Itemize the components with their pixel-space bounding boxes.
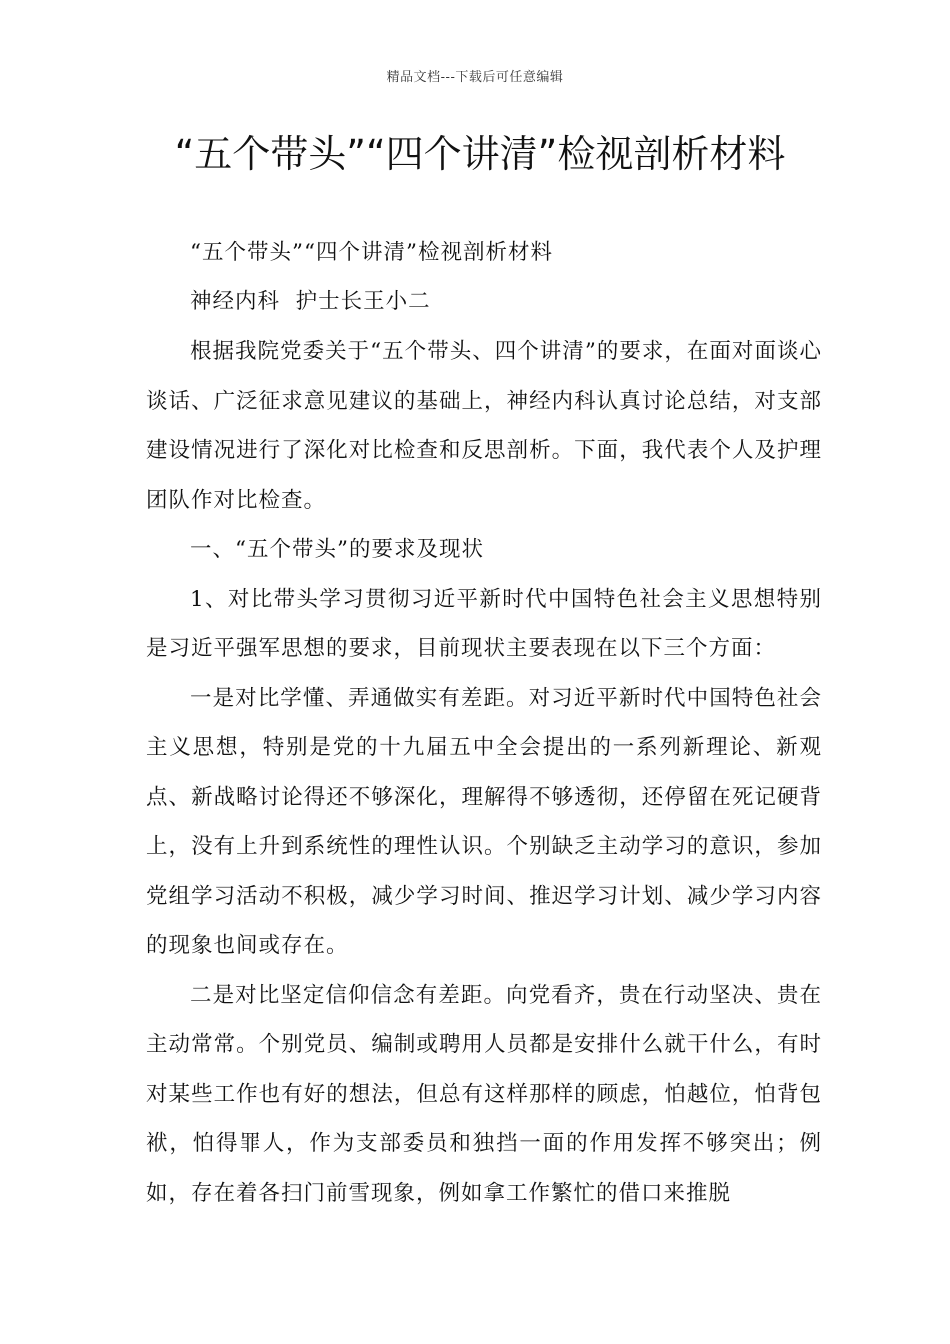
document-subtitle (146, 228, 822, 278)
document-title: “五个带头”“四个讲清”检视剖析材料 (174, 132, 786, 176)
subtitle-text: “五个带头”“四个讲清”检视剖析材料 (190, 240, 553, 265)
header-note: 精品文档---下载后可任意编辑 (386, 70, 564, 85)
paragraph-item-1: 1、对比带头学习贯彻习近平新时代中国特色社会主义思想特别是习近平强军思想的要求，目前现状主要表现在以下三个方面： (146, 586, 822, 661)
author-text: 神经内科 护士长王小二 (190, 289, 431, 314)
section-heading: 一、“五个带头”的要求及现状 (190, 537, 484, 562)
paragraph-point-2: 二是对比坚定信仰信念有差距。向党看齐，贵在行动坚决、贵在主动常常。个别党员、编制或聘用人员都是安排什么就干什么，有时对某些工作也有好的想法，但总有这样那样的顾虑，怕越位，怕背包袱，怕得罪人，作为支部委员和独挡一面的作用发挥不够突出；例如，存在着各扫门前雪现象，例如拿工作繁忙的借口来推脱 (146, 982, 822, 1206)
document-body (146, 327, 822, 1218)
paragraph-intro: 根据我院党委关于“五个带头、四个讲清”的要求，在面对面谈心谈话、广泛征求意见建议的基础上，神经内科认真讨论总结，对支部建设情况进行了深化对比检查和反思剖析。下面，我代表个人及护理团队作对比检查。 (146, 339, 822, 513)
paragraph-point-1: 一是对比学懂、弄通做实有差距。对习近平新时代中国特色社会主义思想，特别是党的十九届五中全会提出的一系列新理论、新观点、新战略讨论得还不够深化，理解得不够透彻，还停留在死记硬背上，没有上升到系统性的理性认识。个别缺乏主动学习的意识，参加党组学习活动不积极，减少学习时间、推迟学习计划、减少学习内容的现象也间或存在。 (146, 685, 822, 958)
author-line (146, 277, 822, 327)
